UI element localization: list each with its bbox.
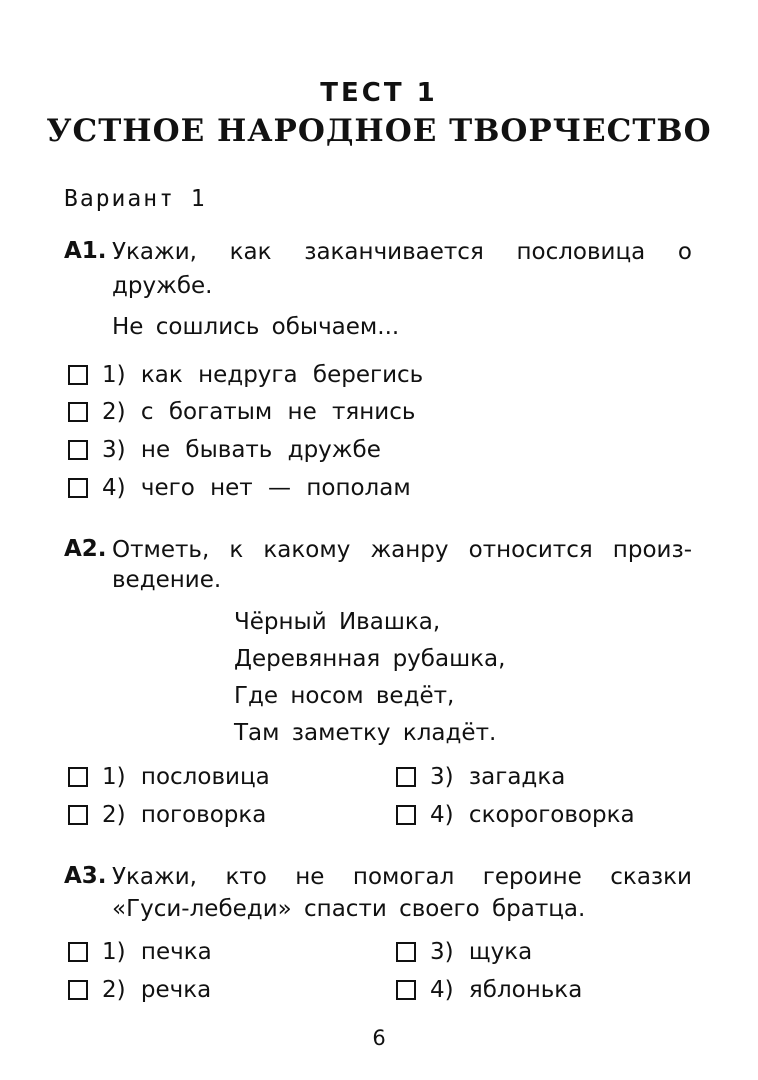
answer-option[interactable] — [396, 937, 532, 967]
answer-option[interactable] — [68, 397, 415, 427]
answer-option[interactable] — [68, 800, 266, 830]
answer-option[interactable] — [396, 975, 582, 1005]
test-title: УСТНОЕ НАРОДНОЕ ТВОРЧЕСТВО — [46, 113, 712, 149]
answer-option[interactable] — [68, 473, 411, 503]
checkbox[interactable] — [68, 980, 88, 1000]
option-label: 3) не бывать дружбе — [102, 437, 381, 463]
checkbox[interactable] — [396, 942, 416, 962]
checkbox[interactable] — [68, 440, 88, 460]
checkbox[interactable] — [68, 365, 88, 385]
option-label: 3) щука — [430, 939, 533, 965]
question-number: А2. — [64, 536, 107, 562]
answer-option[interactable] — [68, 975, 211, 1005]
checkbox[interactable] — [68, 805, 88, 825]
checkbox[interactable] — [68, 767, 88, 787]
checkbox[interactable] — [396, 767, 416, 787]
question-text-line1: Укажи, кто не помогал героине сказки — [112, 864, 692, 890]
checkbox[interactable] — [68, 478, 88, 498]
poem-line: Где носом ведёт, — [234, 683, 455, 709]
question-number: А3. — [64, 863, 107, 889]
question-number: А1. — [64, 238, 107, 264]
option-label: 2) с богатым не тянись — [102, 399, 416, 425]
answer-option[interactable] — [68, 435, 381, 465]
option-label: 1) пословица — [102, 764, 270, 790]
question-prompt: Не сошлись обычаем... — [112, 314, 400, 340]
variant-label: Вариант 1 — [64, 186, 207, 212]
answer-option[interactable] — [68, 937, 212, 967]
question-text-line2: дружбе. — [112, 273, 213, 299]
checkbox[interactable] — [68, 942, 88, 962]
checkbox[interactable] — [396, 805, 416, 825]
question-text-line2: «Гуси-лебеди» спасти своего братца. — [112, 896, 586, 922]
checkbox[interactable] — [68, 402, 88, 422]
page-number: 6 — [372, 1026, 386, 1050]
checkbox[interactable] — [396, 980, 416, 1000]
question-text-line2: ведение. — [112, 567, 222, 593]
answer-option[interactable] — [68, 762, 270, 792]
answer-option[interactable] — [68, 360, 423, 390]
test-number: ТЕСТ 1 — [320, 78, 438, 108]
option-label: 4) скороговорка — [430, 802, 635, 828]
answer-option[interactable] — [396, 762, 565, 792]
poem-line: Деревянная рубашка, — [234, 646, 506, 672]
option-label: 3) загадка — [430, 764, 566, 790]
option-label: 1) печка — [102, 939, 212, 965]
option-label: 1) как недруга берегись — [102, 362, 424, 388]
option-label: 4) яблонька — [430, 977, 583, 1003]
question-text-line1: Укажи, как заканчивается пословица о — [112, 239, 692, 265]
poem-line: Чёрный Ивашка, — [234, 609, 441, 635]
question-text-line1: Отметь, к какому жанру относится произ- — [112, 537, 692, 563]
option-label: 2) речка — [102, 977, 212, 1003]
riddle-poem — [234, 604, 505, 752]
poem-line: Там заметку кладёт. — [234, 720, 497, 746]
answer-option[interactable] — [396, 800, 635, 830]
option-label: 2) поговорка — [102, 802, 267, 828]
option-label: 4) чего нет — пополам — [102, 475, 411, 501]
